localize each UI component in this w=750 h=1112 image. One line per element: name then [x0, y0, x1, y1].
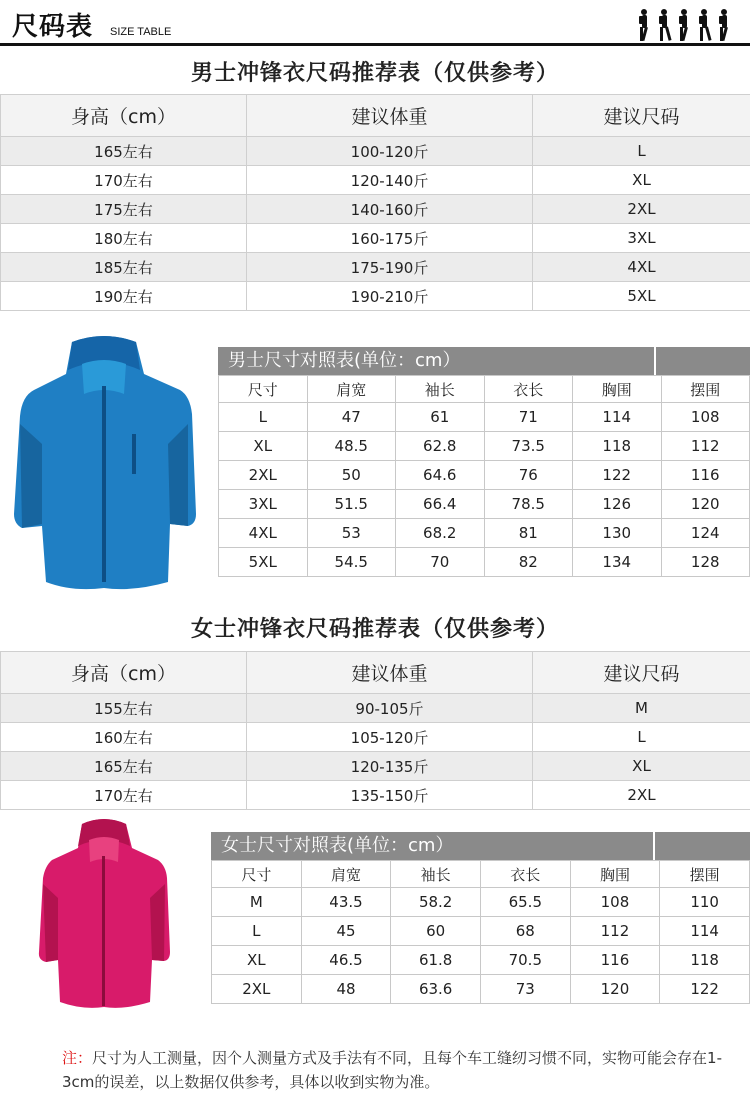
table-cell: 73.5 [484, 432, 573, 461]
column-header: 胸围 [573, 376, 662, 403]
table-cell: 3XL [533, 224, 750, 253]
table-cell: 180左右 [1, 224, 247, 253]
page-title: 尺码表 [12, 12, 94, 42]
table-cell: 81 [484, 519, 573, 548]
table-row [219, 490, 750, 519]
table-cell: 68.2 [396, 519, 485, 548]
men-size-table-wrap [218, 347, 750, 577]
table-cell: L [533, 723, 750, 752]
table-row [219, 432, 750, 461]
column-header: 肩宽 [307, 376, 396, 403]
column-header: 建议体重 [247, 652, 533, 694]
table-cell: 122 [660, 975, 750, 1004]
table-cell: 51.5 [307, 490, 396, 519]
table-row [1, 253, 750, 282]
table-row [1, 694, 750, 723]
table-row [1, 166, 750, 195]
table-cell: 2XL [219, 461, 308, 490]
table-cell: 120-140斤 [247, 166, 533, 195]
table-header-row [1, 652, 750, 694]
table-cell: 130 [573, 519, 662, 548]
table-cell: 2XL [533, 195, 750, 224]
table-cell: 3XL [219, 490, 308, 519]
table-row [1, 752, 750, 781]
table-cell: 165左右 [1, 752, 247, 781]
table-row [1, 723, 750, 752]
table-cell: 114 [660, 917, 750, 946]
table-cell: L [533, 137, 750, 166]
column-header: 建议尺码 [533, 652, 750, 694]
table-cell: 5XL [533, 282, 750, 311]
column-header: 肩宽 [301, 861, 391, 888]
column-header: 衣长 [480, 861, 570, 888]
table-cell: 120 [661, 490, 750, 519]
table-cell: 112 [570, 917, 660, 946]
table-cell: 60 [391, 917, 481, 946]
column-header: 胸围 [570, 861, 660, 888]
table-cell: 4XL [219, 519, 308, 548]
column-header: 尺寸 [219, 376, 308, 403]
table-cell: 66.4 [396, 490, 485, 519]
women-jacket-image [38, 818, 170, 1010]
women-size-table [211, 860, 750, 1004]
table-row [219, 403, 750, 432]
table-cell: 48.5 [307, 432, 396, 461]
table-header-row [212, 861, 750, 888]
table-cell: 50 [307, 461, 396, 490]
table-cell: 82 [484, 548, 573, 577]
table-row [1, 781, 750, 810]
table-header-row [1, 95, 750, 137]
table-cell: M [533, 694, 750, 723]
table-cell: 134 [573, 548, 662, 577]
column-header: 摆围 [661, 376, 750, 403]
column-header: 衣长 [484, 376, 573, 403]
table-cell: 76 [484, 461, 573, 490]
men-recommend-title: 男士冲锋衣尺码推荐表（仅供参考） [190, 61, 559, 86]
table-row [1, 195, 750, 224]
column-header: 建议体重 [247, 95, 533, 137]
table-cell: 65.5 [480, 888, 570, 917]
table-cell: 68 [480, 917, 570, 946]
table-cell: 54.5 [307, 548, 396, 577]
table-cell: L [219, 403, 308, 432]
table-cell: 120 [570, 975, 660, 1004]
table-cell: 122 [573, 461, 662, 490]
women-size-table-wrap [211, 832, 750, 1004]
note-text: 尺寸为人工测量，因个人测量方式及手法有不同，且每个车工缝纫习惯不同，实物可能会存在1-3cm的误差，以上数据仅供参考，具体以收到实物为准。 [62, 1049, 722, 1091]
table-cell: 185左右 [1, 253, 247, 282]
men-size-caption [218, 347, 750, 375]
table-cell: 2XL [212, 975, 302, 1004]
header-divider [0, 43, 750, 46]
table-cell: 48 [301, 975, 391, 1004]
table-cell: 105-120斤 [247, 723, 533, 752]
table-cell: 61.8 [391, 946, 481, 975]
column-header: 建议尺码 [533, 95, 750, 137]
table-row [219, 519, 750, 548]
table-cell: 190左右 [1, 282, 247, 311]
table-cell: 120-135斤 [247, 752, 533, 781]
table-cell: 73 [480, 975, 570, 1004]
table-cell: 61 [396, 403, 485, 432]
table-row [1, 137, 750, 166]
column-header: 身高（cm） [1, 95, 247, 137]
column-header: 身高（cm） [1, 652, 247, 694]
men-size-table [218, 375, 750, 577]
table-cell: 118 [573, 432, 662, 461]
table-header-row [219, 376, 750, 403]
women-recommend-table [0, 651, 750, 810]
table-row [1, 282, 750, 311]
table-row [212, 917, 750, 946]
table-cell: 108 [570, 888, 660, 917]
table-cell: 53 [307, 519, 396, 548]
hikers-silhouette-icon [634, 6, 744, 46]
table-cell: 128 [661, 548, 750, 577]
table-row [212, 975, 750, 1004]
table-cell: XL [219, 432, 308, 461]
table-cell: 47 [307, 403, 396, 432]
table-row [219, 461, 750, 490]
table-cell: 175左右 [1, 195, 247, 224]
table-cell: 112 [661, 432, 750, 461]
column-header: 袖长 [391, 861, 481, 888]
table-cell: 70.5 [480, 946, 570, 975]
table-cell: 160左右 [1, 723, 247, 752]
women-recommend-title: 女士冲锋衣尺码推荐表（仅供参考） [190, 617, 559, 642]
table-cell: 135-150斤 [247, 781, 533, 810]
table-cell: 140-160斤 [247, 195, 533, 224]
table-cell: 190-210斤 [247, 282, 533, 311]
table-cell: 116 [570, 946, 660, 975]
men-size-caption-text: 男士尺寸对照表(单位：cm） [228, 350, 461, 371]
column-header: 尺寸 [212, 861, 302, 888]
table-row [1, 224, 750, 253]
column-header: 摆围 [660, 861, 750, 888]
table-cell: 62.8 [396, 432, 485, 461]
men-recommend-table [0, 94, 750, 311]
table-cell: 108 [661, 403, 750, 432]
table-cell: 71 [484, 403, 573, 432]
men-jacket-image [12, 334, 196, 592]
table-cell: 165左右 [1, 137, 247, 166]
table-cell: 118 [660, 946, 750, 975]
table-cell: 45 [301, 917, 391, 946]
table-cell: 58.2 [391, 888, 481, 917]
table-cell: 90-105斤 [247, 694, 533, 723]
table-row [212, 888, 750, 917]
table-cell: 5XL [219, 548, 308, 577]
table-cell: XL [533, 752, 750, 781]
table-row [219, 548, 750, 577]
women-size-caption-text: 女士尺寸对照表(单位：cm） [221, 835, 454, 856]
table-cell: L [212, 917, 302, 946]
page-header [0, 0, 750, 48]
table-cell: 64.6 [396, 461, 485, 490]
table-cell: 63.6 [391, 975, 481, 1004]
table-cell: 78.5 [484, 490, 573, 519]
disclaimer-note [62, 1046, 742, 1094]
table-cell: 46.5 [301, 946, 391, 975]
table-cell: 100-120斤 [247, 137, 533, 166]
note-prefix: 注： [62, 1049, 93, 1067]
table-cell: M [212, 888, 302, 917]
table-cell: 2XL [533, 781, 750, 810]
table-cell: 70 [396, 548, 485, 577]
table-cell: 155左右 [1, 694, 247, 723]
page-subtitle: SIZE TABLE [110, 26, 172, 38]
table-cell: 124 [661, 519, 750, 548]
women-size-caption [211, 832, 750, 860]
table-cell: 170左右 [1, 781, 247, 810]
table-cell: 170左右 [1, 166, 247, 195]
table-cell: 4XL [533, 253, 750, 282]
table-cell: 126 [573, 490, 662, 519]
table-cell: 175-190斤 [247, 253, 533, 282]
table-cell: 110 [660, 888, 750, 917]
table-cell: XL [533, 166, 750, 195]
column-header: 袖长 [396, 376, 485, 403]
table-cell: 160-175斤 [247, 224, 533, 253]
table-cell: 114 [573, 403, 662, 432]
table-row [212, 946, 750, 975]
table-cell: 43.5 [301, 888, 391, 917]
table-cell: XL [212, 946, 302, 975]
table-cell: 116 [661, 461, 750, 490]
